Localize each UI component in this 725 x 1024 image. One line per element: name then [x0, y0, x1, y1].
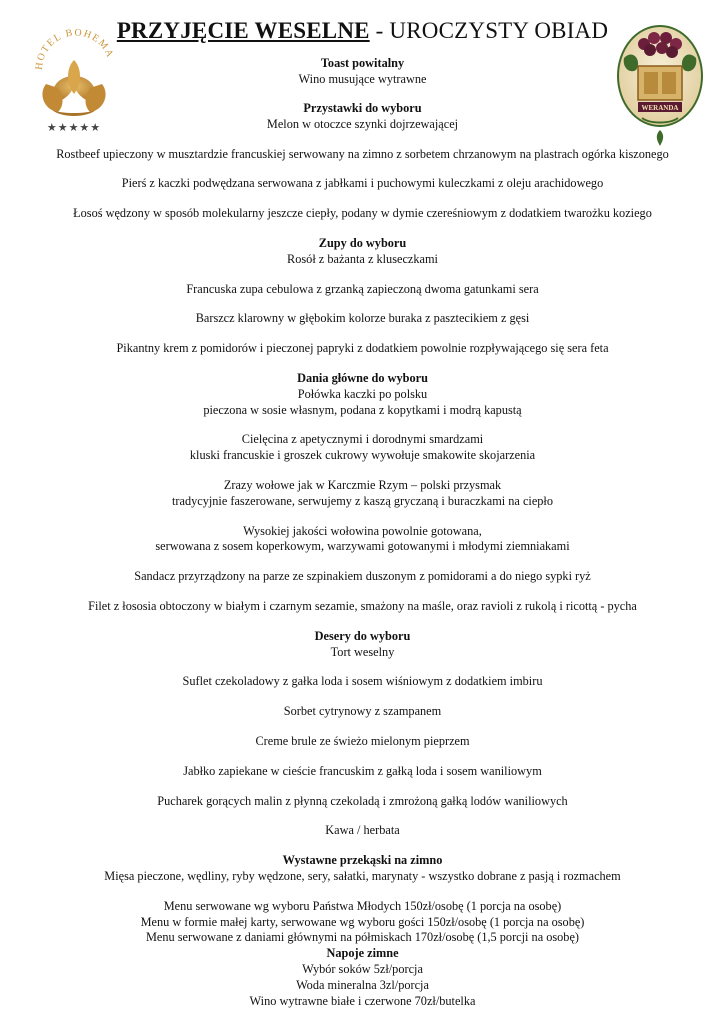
- drink-item: Wybór soków 5zł/porcja: [302, 961, 423, 976]
- section-heading-drinks: Napoje zimne: [326, 946, 399, 961]
- drink-item: Woda mineralna 3zl/porcja: [296, 977, 429, 992]
- menu-item: Rostbeef upieczony w musztardzie francuskiej serwowany na zimno z sorbetem chrzanowym na plastrach ogórka kiszonego: [56, 146, 669, 161]
- menu-item: Wysokiej jakości wołowina powolnie gotowana,: [243, 523, 482, 538]
- menu-item: Zrazy wołowe jak w Karczmie Rzym – polski przysmak: [223, 478, 502, 493]
- menu-item-detail: kluski francuskie i groszek cukrowy wywołuje smakowite skojarzenia: [189, 448, 536, 463]
- price-line: Menu w formie małej karty, serwowane wg wyboru gości 150zł/osobę (1 porcja na osobę): [140, 914, 585, 929]
- price-line: Menu serwowane z daniami głównymi na półmiskach 170zł/osobę (1,5 porcji na osobę): [145, 930, 580, 945]
- title-bold: PRZYJĘCIE WESELNE: [116, 18, 370, 43]
- menu-item: Wino musujące wytrawne: [298, 71, 427, 86]
- section-heading-starters: Przystawki do wyboru: [303, 101, 422, 116]
- menu-content: [0, 56, 725, 1009]
- section-heading-mains: Dania główne do wyboru: [297, 371, 428, 386]
- menu-item-detail: pieczona w sosie własnym, podana z kopytkami i modrą kapustą: [203, 402, 522, 417]
- menu-item: Sorbet cytrynowy z szampanem: [283, 704, 442, 719]
- menu-item: Pucharek gorących malin z płynną czekoladą i zmrożoną gałką lodów waniliowych: [157, 793, 568, 808]
- section-heading-cold: Wystawne przekąski na zimno: [282, 853, 443, 868]
- menu-item: Suflet czekoladowy z gałka loda i sosem wiśniowym z dodatkiem imbiru: [182, 674, 543, 689]
- menu-item: Pierś z kaczki podwędzana serwowana z jabłkami i puchowymi kuleczkami z oleju arachidowego: [121, 176, 604, 191]
- menu-item: Sandacz przyrządzony na parze ze szpinakiem duszonym z pomidorami a do niego sypki ryż: [134, 569, 591, 584]
- svg-text:★★★★★: ★★★★★: [46, 122, 102, 134]
- menu-item: Rosół z bażanta z kluseczkami: [287, 251, 438, 266]
- menu-item: Połówka kaczki po polsku: [297, 386, 428, 401]
- svg-text:WERANDA: WERANDA: [641, 104, 679, 112]
- drink-item: Wino wytrawne białe i czerwone 70zł/butelka: [249, 993, 476, 1008]
- menu-item: Łosoś wędzony w sposób molekularny jeszcze ciepły, podany w dymie czereśniowym z dodatkiem twarożku koziego: [73, 206, 652, 221]
- menu-item-detail: tradycyjnie faszerowane, serwujemy z kaszą gryczaną i buraczkami na ciepło: [171, 493, 553, 508]
- title-rest: - UROCZYSTY OBIAD: [369, 18, 609, 43]
- price-line: Menu serwowane wg wyboru Państwa Młodych 150zł/osobę (1 porcja na osobę): [163, 898, 562, 913]
- section-heading-toast: Toast powitalny: [320, 56, 405, 70]
- section-heading-soups: Zupy do wyboru: [318, 236, 407, 251]
- section-heading-desserts: Desery do wyboru: [314, 628, 411, 643]
- menu-item: Filet z łososia obtoczony w białym i czarnym sezamie, smażony na maśle, oraz ravioli z rukolą i ricottą - pycha: [88, 599, 637, 614]
- menu-item: Tort weselny: [330, 644, 395, 659]
- svg-text:HOTEL BOHEMA: HOTEL BOHEMA: [33, 27, 116, 71]
- menu-item: Kawa / herbata: [325, 823, 400, 838]
- menu-item: Creme brule ze świeżo mielonym pieprzem: [255, 734, 470, 749]
- menu-item: Francuska zupa cebulowa z grzanką zapieczoną dwoma gatunkami sera: [186, 281, 539, 296]
- menu-item: Mięsa pieczone, wędliny, ryby wędzone, sery, sałatki, marynaty - wszystko dobrane z pasją i rozmachem: [104, 869, 621, 883]
- menu-item: Pikantny krem z pomidorów i pieczonej papryki z dodatkiem powolnie rozpływającego się sera feta: [116, 341, 609, 356]
- menu-item: Melon w otoczce szynki dojrzewającej: [266, 116, 459, 131]
- menu-item: Jabłko zapiekane w cieście francuskim z gałką loda i sosem waniliowym: [183, 763, 542, 778]
- menu-item-detail: serwowana z sosem koperkowym, warzywami gotowanymi i młodymi ziemniakami: [155, 539, 570, 554]
- menu-item: Barszcz klarowny w głębokim kolorze buraka z pasztecikiem z gęsi: [195, 311, 530, 326]
- menu-item: Cielęcina z apetycznymi i dorodnymi smardzami: [241, 432, 484, 447]
